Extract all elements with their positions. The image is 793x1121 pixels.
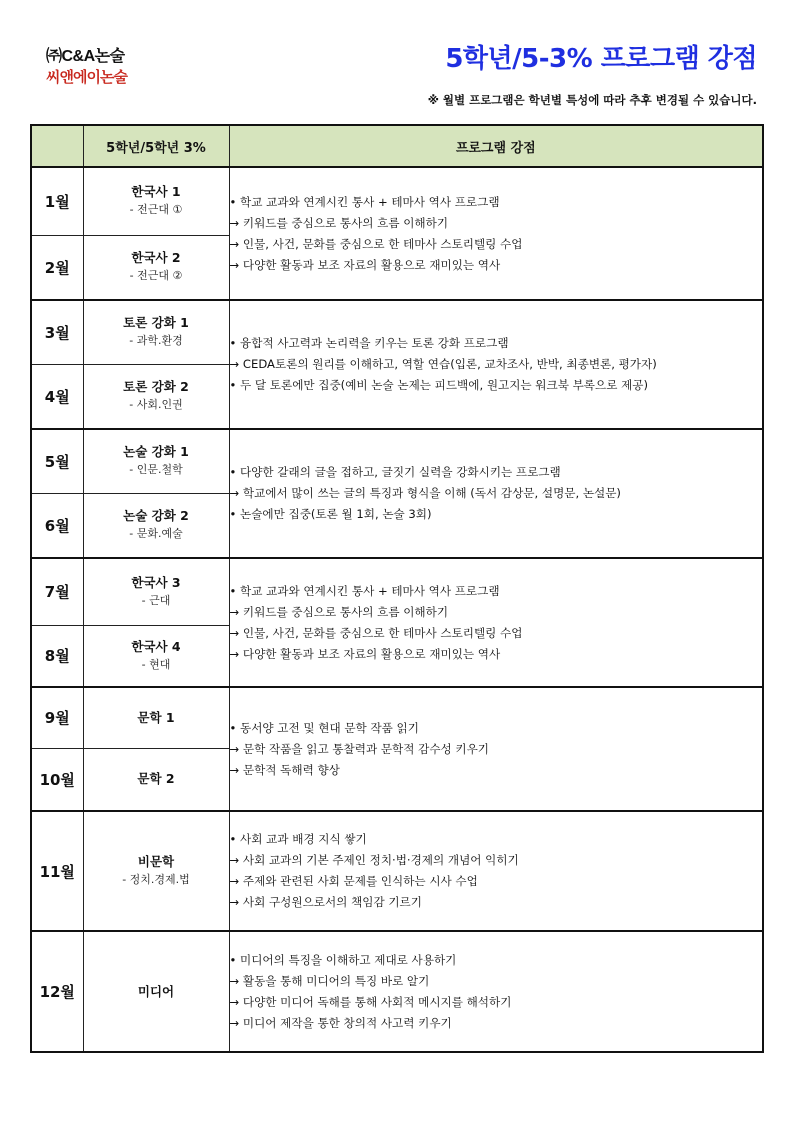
- strengths-cell: [229, 687, 763, 811]
- table-row: [31, 558, 763, 625]
- course-name: 비문학: [137, 854, 175, 869]
- course-cell: [83, 429, 229, 493]
- course-subtitle: - 과학.환경: [129, 334, 183, 348]
- month-cell: 11월: [31, 811, 83, 931]
- course-name: 논술 강화 2: [123, 508, 189, 524]
- table-row: [31, 931, 763, 1052]
- month-cell: 9월: [31, 687, 83, 748]
- company-logo: [46, 47, 156, 87]
- course-subtitle: - 근대: [141, 593, 171, 607]
- course-name: 토론 강화 2: [123, 379, 189, 395]
- course-subtitle: - 전근대 ①: [129, 203, 183, 217]
- month-cell: 12월: [31, 931, 83, 1052]
- strength-line: → 키워드를 중심으로 통사의 흐름 이해하기: [229, 604, 449, 619]
- course-subtitle: - 인문.철학: [129, 463, 183, 477]
- month-cell: 1월: [31, 167, 83, 235]
- strength-line: • 미디어의 특징을 이해하고 제대로 사용하기: [229, 952, 457, 967]
- course-subtitle: - 전근대 ②: [129, 269, 183, 283]
- course-cell: [83, 687, 229, 748]
- strength-line: • 학교 교과와 연계시킨 통사 + 테마사 역사 프로그램: [229, 194, 500, 209]
- course-cell: [83, 300, 229, 364]
- strength-line: • 융합적 사고력과 논리력을 키우는 토론 강화 프로그램: [229, 336, 509, 350]
- strengths-cell: [229, 300, 763, 429]
- month-cell: 2월: [31, 235, 83, 300]
- course-name: 미디어: [137, 983, 175, 999]
- course-name: 문학 1: [137, 709, 175, 725]
- course-name: 한국사 3: [131, 574, 181, 590]
- month-cell: 5월: [31, 429, 83, 493]
- header-strengths: 프로그램 강점: [229, 125, 763, 167]
- course-subtitle: - 정치.경제.법: [122, 873, 190, 886]
- month-cell: 3월: [31, 300, 83, 364]
- page-title: 5학년/5-3% 프로그램 강점: [445, 44, 757, 74]
- table-row: [31, 167, 763, 235]
- header-month: [31, 125, 83, 167]
- table-row: [31, 811, 763, 931]
- strength-line: • 두 달 토론에만 집중(예비 논술 논제는 피드백에, 원고지는 워크북 부록으로 제공): [229, 378, 648, 392]
- course-cell: [83, 167, 229, 235]
- course-name: 논술 강화 1: [123, 444, 189, 460]
- strength-line: • 논술에만 집중(토론 월 1회, 논술 3회): [229, 507, 432, 521]
- logo-text-top: ㈜C&A논술: [46, 48, 125, 65]
- strengths-cell: [229, 167, 763, 300]
- course-cell: [83, 364, 229, 429]
- strength-line: → 문학적 독해력 향상: [229, 762, 340, 777]
- strengths-cell: [229, 429, 763, 558]
- strength-line: → 미디어 제작을 통한 창의적 사고력 키우기: [229, 1015, 452, 1030]
- table-row: [31, 687, 763, 748]
- strengths-cell: [229, 931, 763, 1052]
- course-name: 토론 강화 1: [123, 315, 189, 331]
- course-cell: [83, 558, 229, 625]
- course-cell: [83, 748, 229, 811]
- strength-line: → 사회 교과의 기본 주제인 정치·법·경제의 개념어 익히기: [229, 853, 519, 867]
- strength-line: → 학교에서 많이 쓰는 글의 특징과 형식을 이해 (독서 감상문, 설명문, 논설문): [229, 486, 621, 500]
- strength-line: → 사회 구성원으로서의 책임감 기르기: [229, 895, 422, 909]
- course-cell: [83, 811, 229, 931]
- course-cell: [83, 493, 229, 558]
- strengths-cell: [229, 811, 763, 931]
- strength-line: → 주제와 관련된 사회 문제를 인식하는 시사 수업: [229, 874, 478, 888]
- strength-line: → 다양한 활동과 보조 자료의 활용으로 재미있는 역사: [229, 257, 501, 272]
- course-name: 한국사 1: [131, 184, 181, 200]
- strength-line: → 활동을 통해 미디어의 특징 바로 알기: [229, 973, 430, 988]
- course-subtitle: - 현대: [141, 657, 171, 671]
- strength-line: → 키워드를 중심으로 통사의 흐름 이해하기: [229, 215, 449, 230]
- course-cell: [83, 625, 229, 687]
- strength-line: → 다양한 미디어 독해를 통해 사회적 메시지를 해석하기: [229, 994, 512, 1009]
- strength-line: • 사회 교과 배경 지식 쌓기: [229, 832, 367, 846]
- logo-text-bottom: 씨앤에이논술: [46, 68, 127, 86]
- strengths-cell: [229, 558, 763, 687]
- strength-line: → 인물, 사건, 문화를 중심으로 한 테마사 스토리텔링 수업: [229, 236, 523, 251]
- course-cell: [83, 235, 229, 300]
- strength-line: → 다양한 활동과 보조 자료의 활용으로 재미있는 역사: [229, 646, 501, 661]
- course-name: 한국사 2: [131, 250, 181, 266]
- table-header-row: [31, 125, 763, 167]
- strength-line: • 학교 교과와 연계시킨 통사 + 테마사 역사 프로그램: [229, 583, 500, 598]
- strength-line: • 다양한 갈래의 글을 접하고, 글짓기 실력을 강화시키는 프로그램: [229, 465, 561, 479]
- course-subtitle: - 사회.인권: [129, 398, 183, 412]
- month-cell: 8월: [31, 625, 83, 687]
- program-table: [30, 124, 764, 1053]
- table-row: [31, 429, 763, 493]
- schedule-notice: ※ 월별 프로그램은 학년별 특성에 따라 추후 변경될 수 있습니다.: [427, 93, 757, 107]
- strength-line: → CEDA토론의 원리를 이해하고, 역할 연습(입론, 교차조사, 반박, 최종변론, 평가자): [229, 357, 657, 371]
- strength-line: → 문학 작품을 읽고 통찰력과 문학적 감수성 키우기: [229, 741, 490, 756]
- strength-line: • 동서양 고전 및 현대 문학 작품 읽기: [229, 720, 419, 735]
- course-name: 문학 2: [137, 771, 175, 787]
- strength-line: → 인물, 사건, 문화를 중심으로 한 테마사 스토리텔링 수업: [229, 625, 523, 640]
- month-cell: 4월: [31, 364, 83, 429]
- course-cell: [83, 931, 229, 1052]
- course-name: 한국사 4: [131, 638, 181, 654]
- month-cell: 6월: [31, 493, 83, 558]
- header-course: 5학년/5학년 3%: [83, 125, 229, 167]
- course-subtitle: - 문화.예술: [129, 527, 183, 541]
- month-cell: 7월: [31, 558, 83, 625]
- month-cell: 10월: [31, 748, 83, 811]
- table-row: [31, 300, 763, 364]
